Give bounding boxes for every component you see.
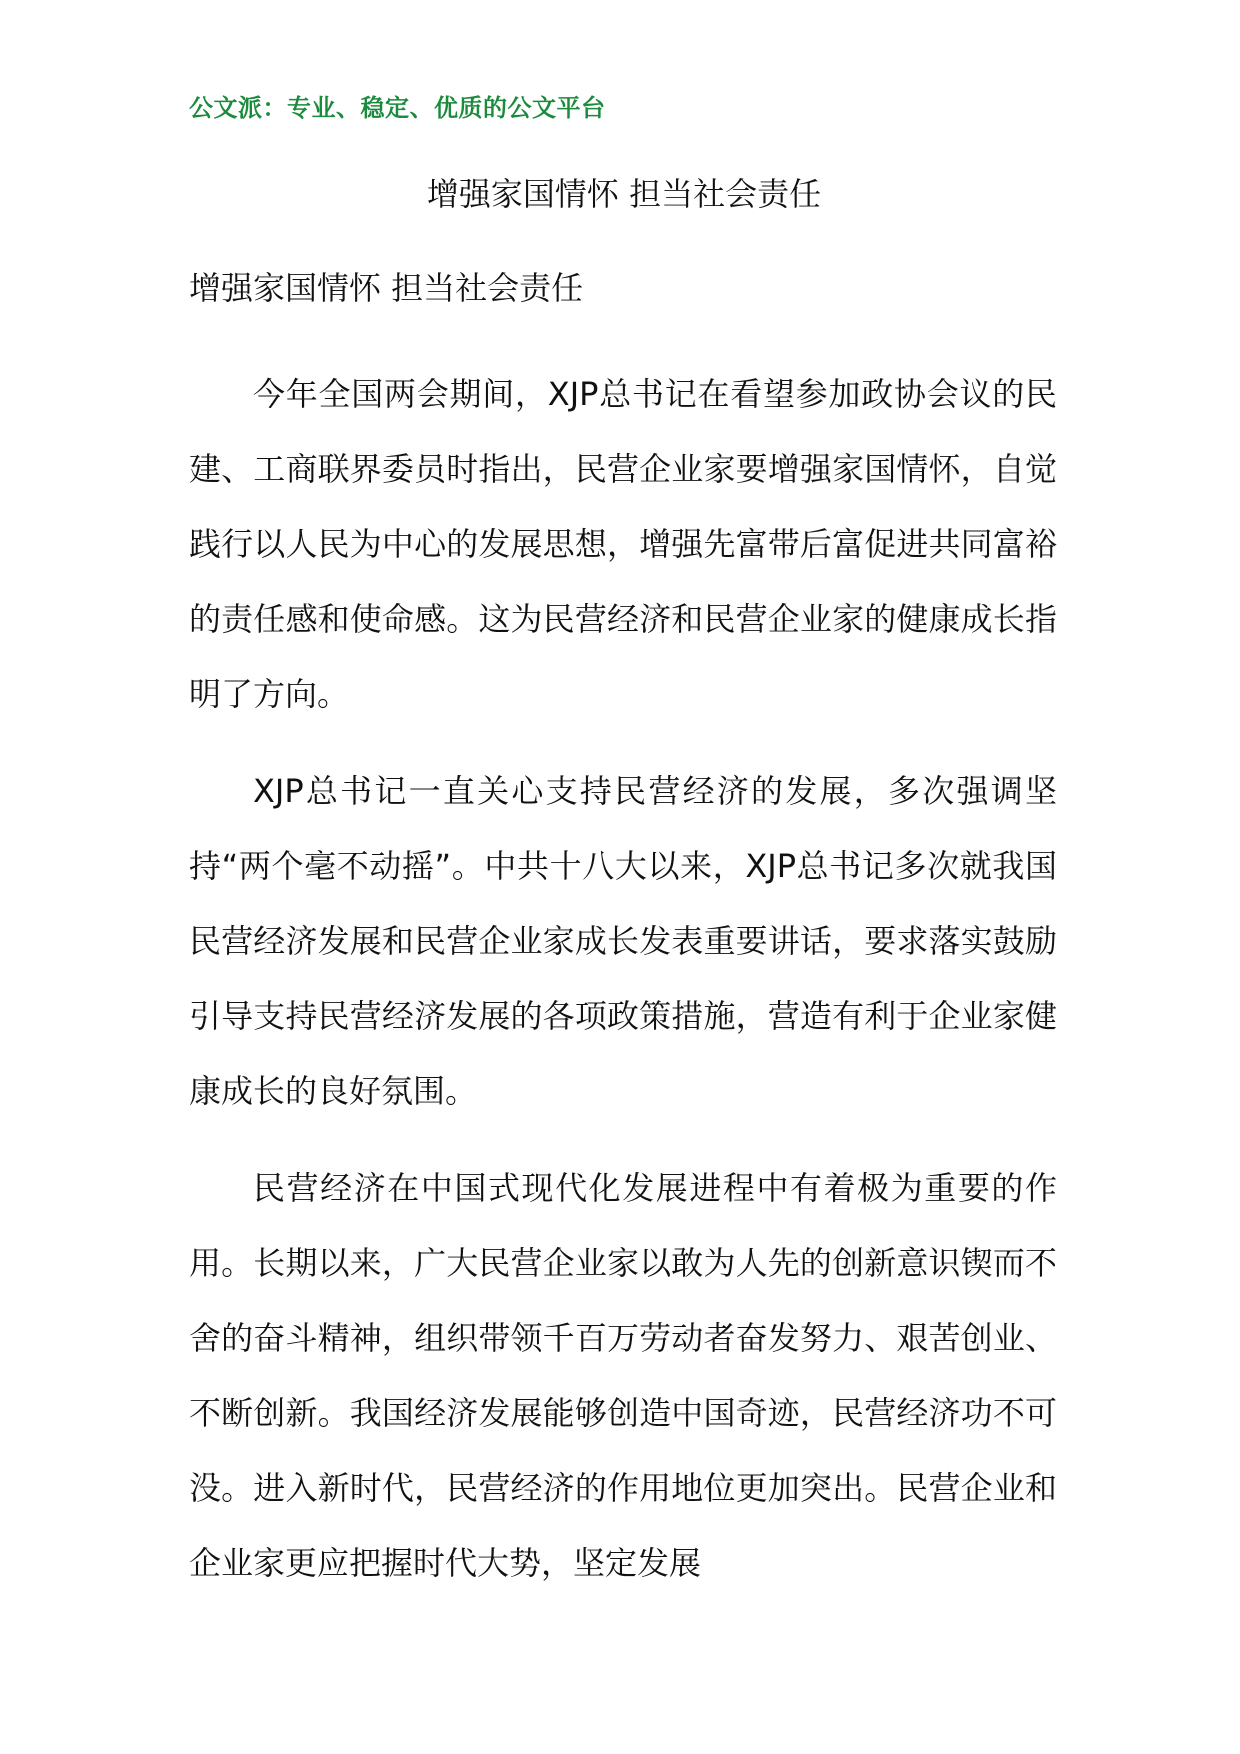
document-subtitle: 增强家国情怀 担当社会责任 [189, 269, 584, 307]
document-title: 增强家国情怀 担当社会责任 [426, 175, 822, 213]
body-paragraph: 今年全国两会期间，XJP总书记在看望参加政协会议的民建、工商联界委员时指出，民营企业家要增强家国情怀，自觉践行以人民为中心的发展思想，增强先富带后富促进共同富裕的责任感和使命感。这为民营经济和民营企业家的健康成长指明了方向。 [189, 375, 1057, 713]
body-paragraph: XJP总书记一直关心支持民营经济的发展，多次强调坚持“两个毫不动摇”。中共十八大以来，XJP总书记多次就我国民营经济发展和民营企业家成长发表重要讲话，要求落实鼓励引导支持民营经济发展的各项政策措施，营造有利于企业家健康成长的良好氛围。 [189, 772, 1057, 1110]
body-paragraph: 民营经济在中国式现代化发展进程中有着极为重要的作用。长期以来，广大民营企业家以敢为人先的创新意识锲而不舍的奋斗精神，组织带领千百万劳动者奋发努力、艰苦创业、不断创新。我国经济发展能够创造中国奇迹，民营经济功不可没。进入新时代，民营经济的作用地位更加突出。民营企业和企业家更应把握时代大势，坚定发展 [189, 1169, 1057, 1582]
header-brand-text: 公文派：专业、稳定、优质的公文平台 [189, 94, 606, 122]
document-body [189, 357, 1057, 1623]
